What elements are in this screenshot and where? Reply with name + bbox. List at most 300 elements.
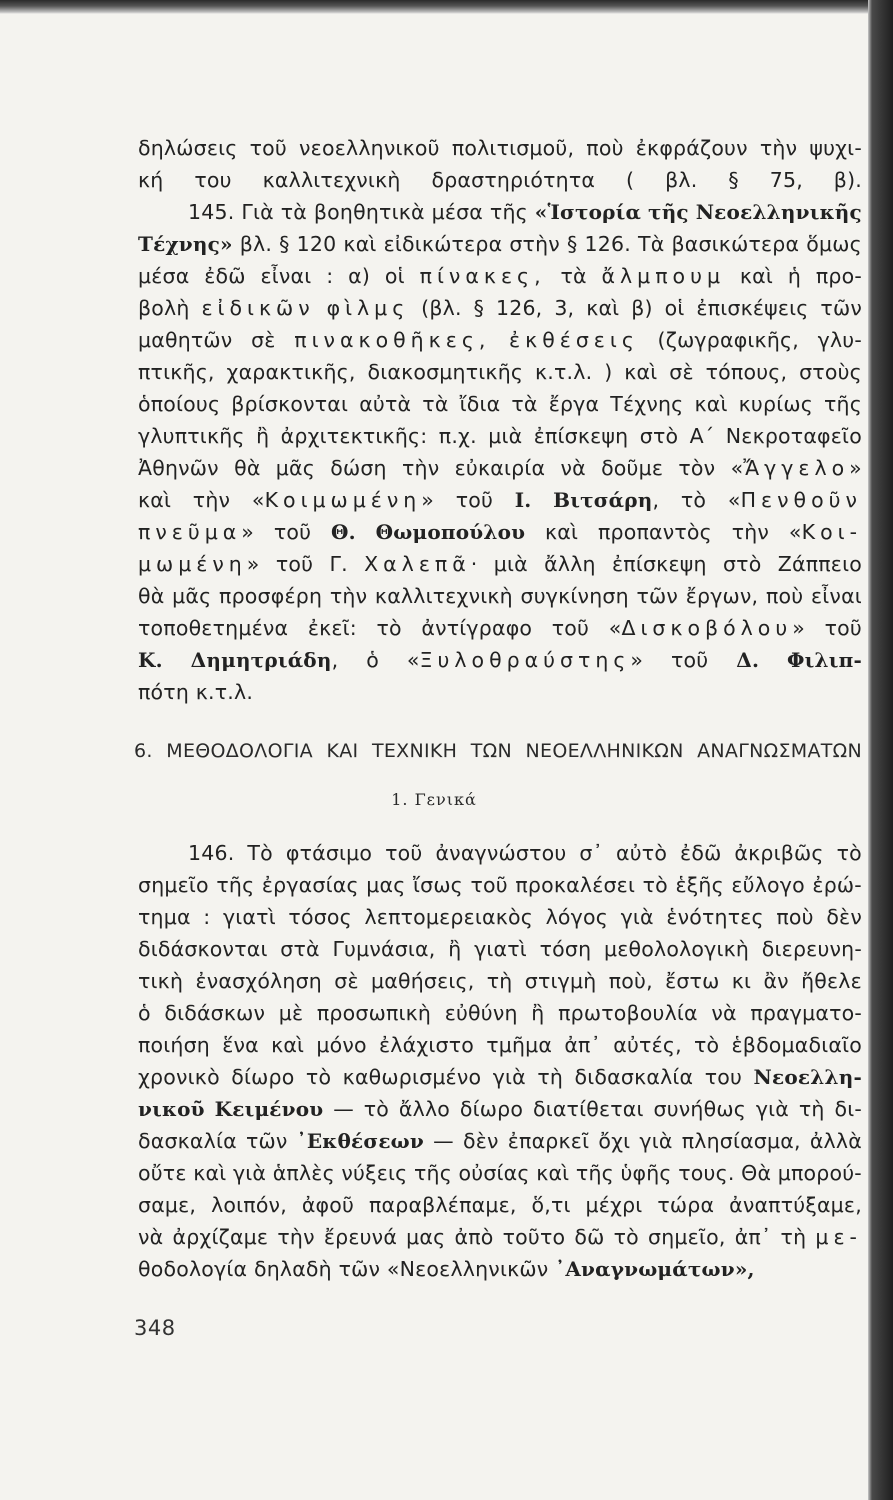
- word: [364, 548, 477, 580]
- word: [740, 260, 773, 292]
- word: [734, 837, 823, 869]
- text: τῆς: [823, 392, 862, 416]
- text: προπαντὸς: [597, 520, 712, 544]
- text: τὴ: [780, 1225, 807, 1249]
- word: [138, 1157, 187, 1189]
- word: «Νεοελληνικῶν: [386, 1257, 549, 1281]
- text: Τὰ: [638, 232, 665, 256]
- text-line: [138, 676, 862, 708]
- text: νὰ: [560, 456, 586, 480]
- word: [706, 356, 788, 388]
- word: [317, 997, 431, 1029]
- text-line: [138, 965, 862, 997]
- word: [515, 484, 532, 516]
- word: [407, 644, 643, 676]
- text: ἀντίγραφο: [421, 616, 533, 640]
- word: δηλαδὴ: [253, 1257, 332, 1281]
- word: [799, 1093, 825, 1125]
- word: [681, 484, 706, 516]
- word: [636, 580, 678, 612]
- text: «: [608, 616, 622, 640]
- text: εἶναι: [260, 264, 312, 288]
- word: [658, 324, 799, 356]
- text: προκαλέσει: [515, 873, 636, 897]
- word: θοδολογία: [138, 1257, 248, 1281]
- word: [648, 196, 689, 228]
- text: τὴν: [402, 456, 440, 480]
- text: ὄχι: [598, 1129, 631, 1153]
- heading-word: ΤΕΧΝΙΚΗ: [371, 740, 458, 762]
- text: στὴν: [509, 232, 560, 256]
- text: δι-: [834, 1097, 862, 1121]
- text: ποὺ: [765, 584, 804, 608]
- word: [609, 965, 653, 997]
- spaced-text: μωμένη: [138, 552, 247, 576]
- word: [271, 1029, 304, 1061]
- text: ὁ: [138, 1001, 151, 1025]
- text: τὸ: [613, 1225, 639, 1249]
- word: [280, 933, 319, 965]
- bold-text: Ι.: [514, 488, 532, 512]
- text: πολιτισμοῦ,: [451, 136, 575, 160]
- text: συνήθως: [653, 1097, 746, 1121]
- text: ποὺ: [586, 136, 624, 160]
- word: [470, 869, 507, 901]
- text: ἢ: [531, 1001, 545, 1025]
- word: [413, 869, 463, 901]
- text: ἀναπτύξαμε,: [729, 1193, 862, 1217]
- word: [766, 580, 803, 612]
- text: ἀρχιτεκτικῆς:: [280, 424, 428, 448]
- text: ἴδια: [459, 392, 501, 416]
- word: [334, 965, 358, 997]
- word: [231, 388, 348, 420]
- text-line: [138, 292, 862, 324]
- word: [460, 1093, 523, 1125]
- word: [586, 132, 623, 164]
- word: [750, 997, 862, 1029]
- text: ποιήση: [138, 1033, 210, 1057]
- text: ἔργα: [548, 392, 600, 416]
- text: :: [203, 905, 211, 929]
- text: τῆς: [216, 873, 255, 897]
- text: στὸ: [722, 552, 762, 576]
- text-line: [138, 196, 862, 228]
- text: Α΄: [689, 424, 715, 448]
- word: [435, 837, 566, 869]
- text: 145.: [188, 200, 235, 224]
- word: [678, 1157, 734, 1189]
- word: [711, 997, 736, 1029]
- text: ἑνότητες: [666, 905, 764, 929]
- text: Νεκροταφεῖο: [725, 424, 862, 448]
- text: πτικῆς,: [138, 360, 215, 384]
- text: ἀλλὰ: [809, 1129, 862, 1153]
- text-line: [138, 1061, 862, 1093]
- text: ,: [331, 648, 339, 672]
- text: τόσος: [288, 905, 352, 929]
- word: [648, 1221, 726, 1253]
- text: τὰ: [560, 264, 587, 288]
- word: [314, 196, 425, 228]
- word: [680, 837, 721, 869]
- text: «: [251, 488, 265, 512]
- text: Γ.: [329, 552, 348, 576]
- word: [297, 1125, 424, 1157]
- text: δοῦμε: [601, 456, 664, 480]
- text: τοῦτο: [502, 1225, 566, 1249]
- word: [263, 164, 401, 196]
- text: τοῦ: [385, 841, 423, 865]
- bold-text: Κ.: [138, 648, 163, 672]
- text: γιατὶ: [222, 905, 276, 929]
- text: ἀπὸ: [454, 1225, 494, 1249]
- word: [508, 1125, 589, 1157]
- word: [330, 580, 367, 612]
- text: 126,: [495, 296, 543, 320]
- text-line: [138, 1029, 862, 1061]
- word: [781, 1221, 807, 1253]
- text: μεθολολογικὴ: [604, 937, 750, 961]
- text: καὶ: [694, 392, 728, 416]
- text-line: [138, 164, 862, 196]
- text: γιὰ: [639, 1129, 673, 1153]
- word: [731, 869, 805, 901]
- word: [579, 837, 603, 869]
- text: μαθήσεις,: [371, 969, 475, 993]
- word: [490, 196, 528, 228]
- text: διδάσκονται: [138, 937, 268, 961]
- word: [613, 1029, 682, 1061]
- text: τὸ: [376, 616, 402, 640]
- spaced-text: Χαλεπᾶ: [364, 552, 471, 576]
- text: β): [631, 296, 653, 320]
- word: [640, 420, 678, 452]
- word: [256, 420, 269, 452]
- text: διδάσκων: [164, 1001, 266, 1025]
- text: (: [626, 168, 635, 192]
- text-line: [138, 1221, 862, 1253]
- word: [665, 965, 719, 997]
- word: [371, 965, 474, 997]
- word: [138, 484, 171, 516]
- spaced-text: με-: [815, 1225, 862, 1249]
- text: προσφέρη: [219, 584, 323, 608]
- text: τὸ: [305, 1065, 332, 1089]
- word: [414, 1157, 452, 1189]
- text: μέσα: [138, 264, 190, 288]
- text: τοῦ: [249, 136, 287, 160]
- word: [330, 452, 387, 484]
- word: [377, 612, 402, 644]
- text: τώρα: [657, 1193, 715, 1217]
- word: [636, 132, 748, 164]
- text: τικὴ: [138, 969, 184, 993]
- word: [610, 388, 683, 420]
- text: »: [421, 488, 435, 512]
- text: τημα: [138, 905, 191, 929]
- word: [493, 1061, 526, 1093]
- text: ἄλλη: [544, 552, 596, 576]
- text-line: [138, 420, 862, 452]
- word: [690, 420, 715, 452]
- text: καὶ: [739, 264, 773, 288]
- text: ἐρώ-: [812, 873, 862, 897]
- text: τῆς: [489, 200, 528, 224]
- text: προ-: [815, 264, 862, 288]
- word: [535, 196, 641, 228]
- text-line: [138, 324, 862, 356]
- heading-word: ΑΝΑΓΝΩΣΜΑΤΩΝ: [697, 740, 862, 762]
- text: ἄλλο: [398, 1097, 451, 1121]
- text: ἐπαρκεῖ: [507, 1129, 590, 1153]
- word: [494, 548, 528, 580]
- text: τὴ: [486, 969, 513, 993]
- word: [246, 1125, 288, 1157]
- text: τοῦ: [455, 488, 494, 512]
- text: §: [567, 232, 578, 256]
- text: τόπους,: [705, 360, 788, 384]
- text: ἀκριβῶς: [734, 841, 824, 865]
- text: τὴν: [192, 488, 231, 512]
- word: [138, 580, 164, 612]
- text: νεοελληνικοῦ: [299, 136, 440, 160]
- word: [195, 965, 322, 997]
- word: [326, 260, 333, 292]
- word: [402, 452, 439, 484]
- word: [385, 837, 422, 869]
- text: καὶ: [193, 1161, 227, 1185]
- text: τμῆμα: [486, 1033, 553, 1057]
- text: σημεῖο,: [648, 1225, 726, 1249]
- text: 146.: [188, 841, 235, 865]
- bold-text: ᾽Εκθέσεων: [296, 1129, 424, 1153]
- text: θὰ: [234, 456, 261, 480]
- text: δίωρο: [459, 1097, 524, 1121]
- subsection-heading: 1. Γενικά: [391, 790, 477, 809]
- word: [585, 228, 631, 260]
- word: [515, 869, 635, 901]
- word: [598, 516, 712, 548]
- word: [762, 933, 862, 965]
- word: [739, 388, 813, 420]
- text: ἂν: [763, 969, 789, 993]
- word: [262, 869, 359, 901]
- text-line: [138, 869, 862, 901]
- scan-top-border: [0, 0, 868, 14]
- word: [760, 132, 797, 164]
- word: [537, 1061, 563, 1093]
- word: [555, 1253, 755, 1285]
- text: καὶ: [586, 296, 620, 320]
- text: »: [849, 456, 862, 480]
- word: [525, 965, 597, 997]
- word: [138, 644, 163, 676]
- word: [399, 1093, 450, 1125]
- word: [138, 260, 189, 292]
- text: ἑξῆς: [675, 873, 724, 897]
- text: στὸ: [639, 424, 679, 448]
- word: [138, 452, 219, 484]
- word: [364, 901, 533, 933]
- word: [215, 1093, 324, 1125]
- word: [343, 228, 376, 260]
- bold-text: Δ.: [736, 648, 760, 672]
- word: [669, 356, 693, 388]
- text: εὔλογο: [731, 873, 805, 897]
- word: [657, 1189, 714, 1221]
- word: [138, 1029, 210, 1061]
- word: [460, 388, 501, 420]
- text: παραβλέπαμε,: [369, 1193, 517, 1217]
- text: δασκαλία: [138, 1129, 237, 1153]
- word: [812, 869, 861, 901]
- text: ἐδῶ: [204, 264, 246, 288]
- text: διδασκαλία: [574, 1065, 694, 1089]
- word: [281, 196, 307, 228]
- word: [732, 516, 769, 548]
- text: στοὺς: [799, 360, 862, 384]
- text: γιατὶ: [474, 937, 527, 961]
- word: [654, 1093, 746, 1125]
- word: [138, 548, 260, 580]
- text: αὐτὰ: [359, 392, 412, 416]
- word: [455, 452, 546, 484]
- word: [564, 1029, 601, 1061]
- word: [639, 1125, 672, 1157]
- word: [333, 1093, 354, 1125]
- word: [671, 644, 708, 676]
- text: ὅ,τι: [531, 1193, 571, 1217]
- text: τους.: [678, 1161, 735, 1185]
- text: οἱ: [384, 264, 405, 288]
- text: διατίθεται: [532, 1097, 644, 1121]
- text: «: [730, 456, 744, 480]
- text: ἀναγνώστου: [435, 841, 567, 865]
- word: [216, 869, 254, 901]
- word: [456, 484, 493, 516]
- word: [631, 292, 652, 324]
- word: [138, 1221, 163, 1253]
- text: §: [473, 296, 485, 320]
- text: Γυμνάσια,: [332, 937, 436, 961]
- word: [575, 1061, 694, 1093]
- text: βλ.: [239, 232, 273, 256]
- word: [638, 228, 664, 260]
- text: ἔρευνά: [323, 1225, 398, 1249]
- text: ὁποίους: [138, 392, 221, 416]
- text: μιὰ: [493, 552, 528, 576]
- text: κι: [731, 969, 752, 993]
- text: μόνο: [316, 1033, 367, 1057]
- text: (ζωγραφικῆς,: [657, 328, 799, 352]
- text: 126.: [584, 232, 631, 256]
- text: δραστηριότητα: [431, 168, 596, 192]
- text: αὐτὸ: [616, 841, 668, 865]
- bold-text: «Ἱστορία: [534, 200, 642, 224]
- text: ἕνα: [222, 1033, 259, 1057]
- text: δηλώσεις: [138, 136, 238, 160]
- word: [306, 1061, 331, 1093]
- word: [586, 1189, 643, 1221]
- word: [173, 1221, 269, 1253]
- word: [825, 612, 862, 644]
- text: εὐθύνη: [444, 1001, 518, 1025]
- word: [431, 164, 595, 196]
- word: [227, 356, 356, 388]
- word: [601, 452, 663, 484]
- word: πότη: [138, 680, 190, 704]
- text: πρωτοβουλία: [558, 1001, 698, 1025]
- word: [211, 1189, 287, 1221]
- text: του: [704, 1065, 743, 1089]
- word: [665, 292, 685, 324]
- text: ἀφοῦ: [301, 1193, 355, 1217]
- word: [204, 260, 245, 292]
- word: [288, 901, 351, 933]
- text: Θὰ: [741, 1161, 772, 1185]
- word: [193, 484, 230, 516]
- text: μας: [366, 873, 406, 897]
- word: [219, 580, 322, 612]
- word: [544, 548, 596, 580]
- word: [788, 260, 801, 292]
- text: 120: [296, 232, 337, 256]
- word: [696, 292, 808, 324]
- page-number: 348: [134, 1316, 176, 1340]
- text: διακοσμητικῆς: [367, 360, 524, 384]
- text: ἀπ᾽: [564, 1033, 602, 1057]
- text: γιὰ: [755, 1097, 790, 1121]
- word: [138, 1061, 220, 1093]
- text: καὶ: [343, 232, 377, 256]
- word: [138, 965, 183, 997]
- text-line: [138, 1189, 862, 1221]
- word: [735, 1221, 772, 1253]
- text: ἢ: [448, 937, 462, 961]
- word: [138, 356, 215, 388]
- text: τὴν: [329, 584, 368, 608]
- word: [604, 933, 749, 965]
- text: 3,: [554, 296, 575, 320]
- word: [138, 1189, 196, 1221]
- text: ἐπίσκεψη: [612, 552, 707, 576]
- text: ἐκεῖ:: [307, 616, 357, 640]
- word: [576, 1157, 614, 1189]
- word: [732, 1029, 862, 1061]
- word: [448, 933, 461, 965]
- text: πραγματο-: [750, 1001, 862, 1025]
- bold-text: νικοῦ: [138, 1097, 205, 1121]
- text: τὰ: [422, 392, 449, 416]
- word: [332, 933, 435, 965]
- text: ψυχι-: [809, 136, 862, 160]
- word: [385, 260, 405, 292]
- heading-word: 6.: [134, 740, 153, 762]
- bold-text: Νεοελληνικῆς: [695, 200, 862, 224]
- text: ἐπισκέψεις: [696, 296, 809, 320]
- text: τῶν: [636, 584, 679, 608]
- word: [763, 965, 788, 997]
- text: ἁπλὲς: [272, 1161, 335, 1185]
- bold-text: τῆς: [648, 200, 689, 224]
- text-line: [138, 548, 862, 580]
- text: λεπτομερειακὸς: [364, 905, 534, 929]
- word: [540, 933, 592, 965]
- text: »: [246, 552, 260, 576]
- word: [806, 228, 862, 260]
- word: [609, 612, 805, 644]
